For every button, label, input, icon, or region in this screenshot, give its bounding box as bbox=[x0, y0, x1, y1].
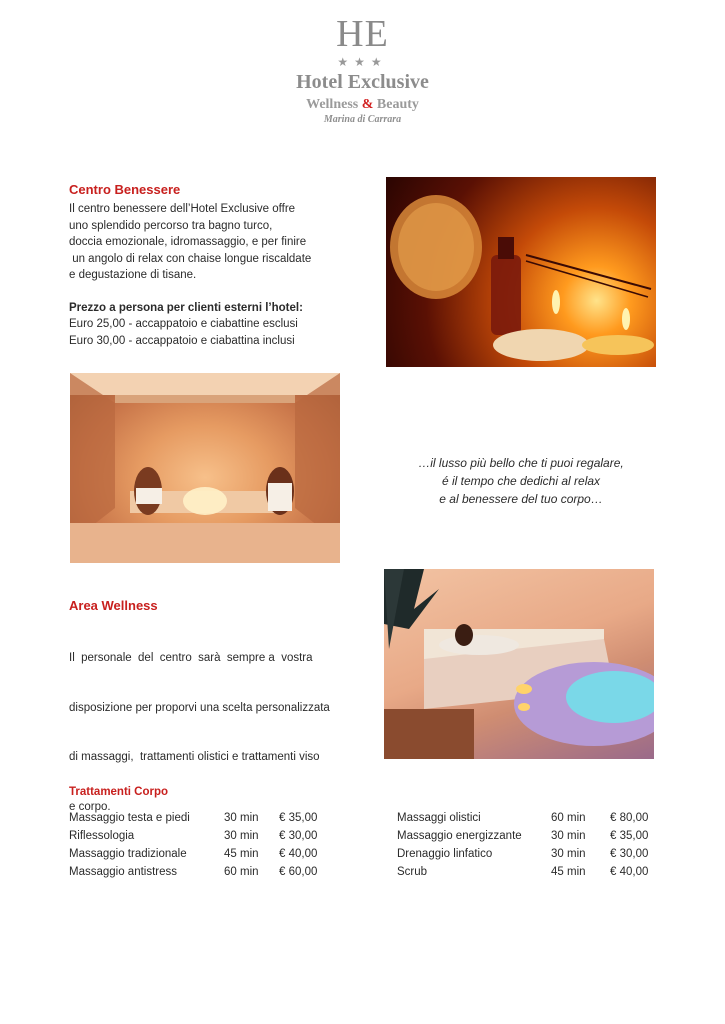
candles-photo bbox=[386, 177, 656, 367]
treatment-name: Scrub bbox=[397, 866, 428, 878]
treatment-name: Drenaggio linfatico bbox=[397, 848, 493, 860]
treatment-price: € 40,00 bbox=[279, 848, 318, 860]
relax-quote bbox=[386, 454, 656, 508]
treatment-time: 60 min bbox=[551, 812, 586, 824]
treatment-time: 45 min bbox=[551, 866, 586, 878]
treatment-price: € 60,00 bbox=[279, 866, 318, 878]
treatment-time: 60 min bbox=[224, 866, 259, 878]
treatment-time: 30 min bbox=[551, 830, 586, 842]
description-line: doccia emozionale, idromassaggio, e per finire bbox=[69, 236, 307, 248]
treatment-name: Riflessologia bbox=[69, 830, 135, 842]
logo-stars: ★★★ bbox=[337, 55, 388, 69]
treatment-time: 45 min bbox=[224, 848, 259, 860]
treatment-price: € 30,00 bbox=[610, 848, 649, 860]
steam-room-photo bbox=[70, 373, 340, 563]
quote-line: …il lusso più bello che ti puoi regalare, bbox=[418, 456, 624, 470]
treatment-price: € 80,00 bbox=[610, 812, 649, 824]
treatment-time: 30 min bbox=[224, 830, 259, 842]
description-line: uno splendido percorso tra bagno turco, bbox=[69, 219, 273, 232]
tagline-part-2: Beauty bbox=[373, 97, 419, 112]
hotel-tagline bbox=[0, 97, 725, 113]
quote-line: é il tempo che dedichi al relax bbox=[441, 474, 601, 488]
price-line: Euro 30,00 - accappatoio e ciabattina inclusi bbox=[69, 334, 295, 347]
treatment-time: 30 min bbox=[551, 848, 586, 860]
treatment-name: Massaggio testa e piedi bbox=[69, 812, 190, 824]
centro-benessere-title: Centro Benessere bbox=[69, 182, 181, 197]
jacuzzi-photo bbox=[384, 569, 654, 759]
tagline-part-1: Wellness bbox=[306, 97, 362, 112]
description-line: disposizione per proporvi una scelta personalizzata bbox=[69, 701, 330, 714]
area-wellness-title: Area Wellness bbox=[69, 598, 158, 613]
tagline-ampersand: & bbox=[361, 97, 374, 112]
centro-benessere-description bbox=[69, 201, 359, 284]
treatment-time: 30 min bbox=[224, 812, 259, 824]
description-line: e degustazione di tisane. bbox=[69, 269, 197, 281]
price-block bbox=[69, 300, 359, 350]
treatment-price: € 35,00 bbox=[279, 812, 318, 824]
quote-line: e al benessere del tuo corpo… bbox=[439, 492, 603, 506]
hotel-name: Hotel Exclusive bbox=[296, 71, 429, 93]
price-title: Prezzo a persona per clienti esterni l’hotel: bbox=[69, 301, 303, 314]
description-line: Il personale del centro sarà sempre a vostra bbox=[69, 652, 313, 664]
description-line: e corpo. bbox=[69, 800, 111, 813]
logo-mark: HE bbox=[336, 13, 389, 55]
centro-benessere-section bbox=[69, 182, 359, 349]
treatment-price: € 30,00 bbox=[279, 830, 318, 842]
treatment-name: Massaggi olistici bbox=[397, 812, 481, 824]
treatment-name: Massaggio tradizionale bbox=[69, 848, 187, 860]
description-line: di massaggi, trattamenti olistici e trattamenti viso bbox=[69, 751, 320, 763]
trattamenti-title: Trattamenti Corpo bbox=[69, 786, 169, 798]
treatment-name: Massaggio energizzante bbox=[397, 830, 522, 842]
description-line: un angolo di relax con chaise longue riscaldate bbox=[69, 252, 312, 265]
hotel-location: Marina di Carrara bbox=[323, 114, 402, 125]
treatment-price: € 35,00 bbox=[610, 830, 649, 842]
treatment-name: Massaggio antistress bbox=[69, 866, 178, 878]
price-line: Euro 25,00 - accappatoio e ciabattine esclusi bbox=[69, 318, 298, 330]
treatment-price: € 40,00 bbox=[610, 866, 649, 878]
description-line: Il centro benessere dell’Hotel Exclusive offre bbox=[69, 203, 296, 215]
